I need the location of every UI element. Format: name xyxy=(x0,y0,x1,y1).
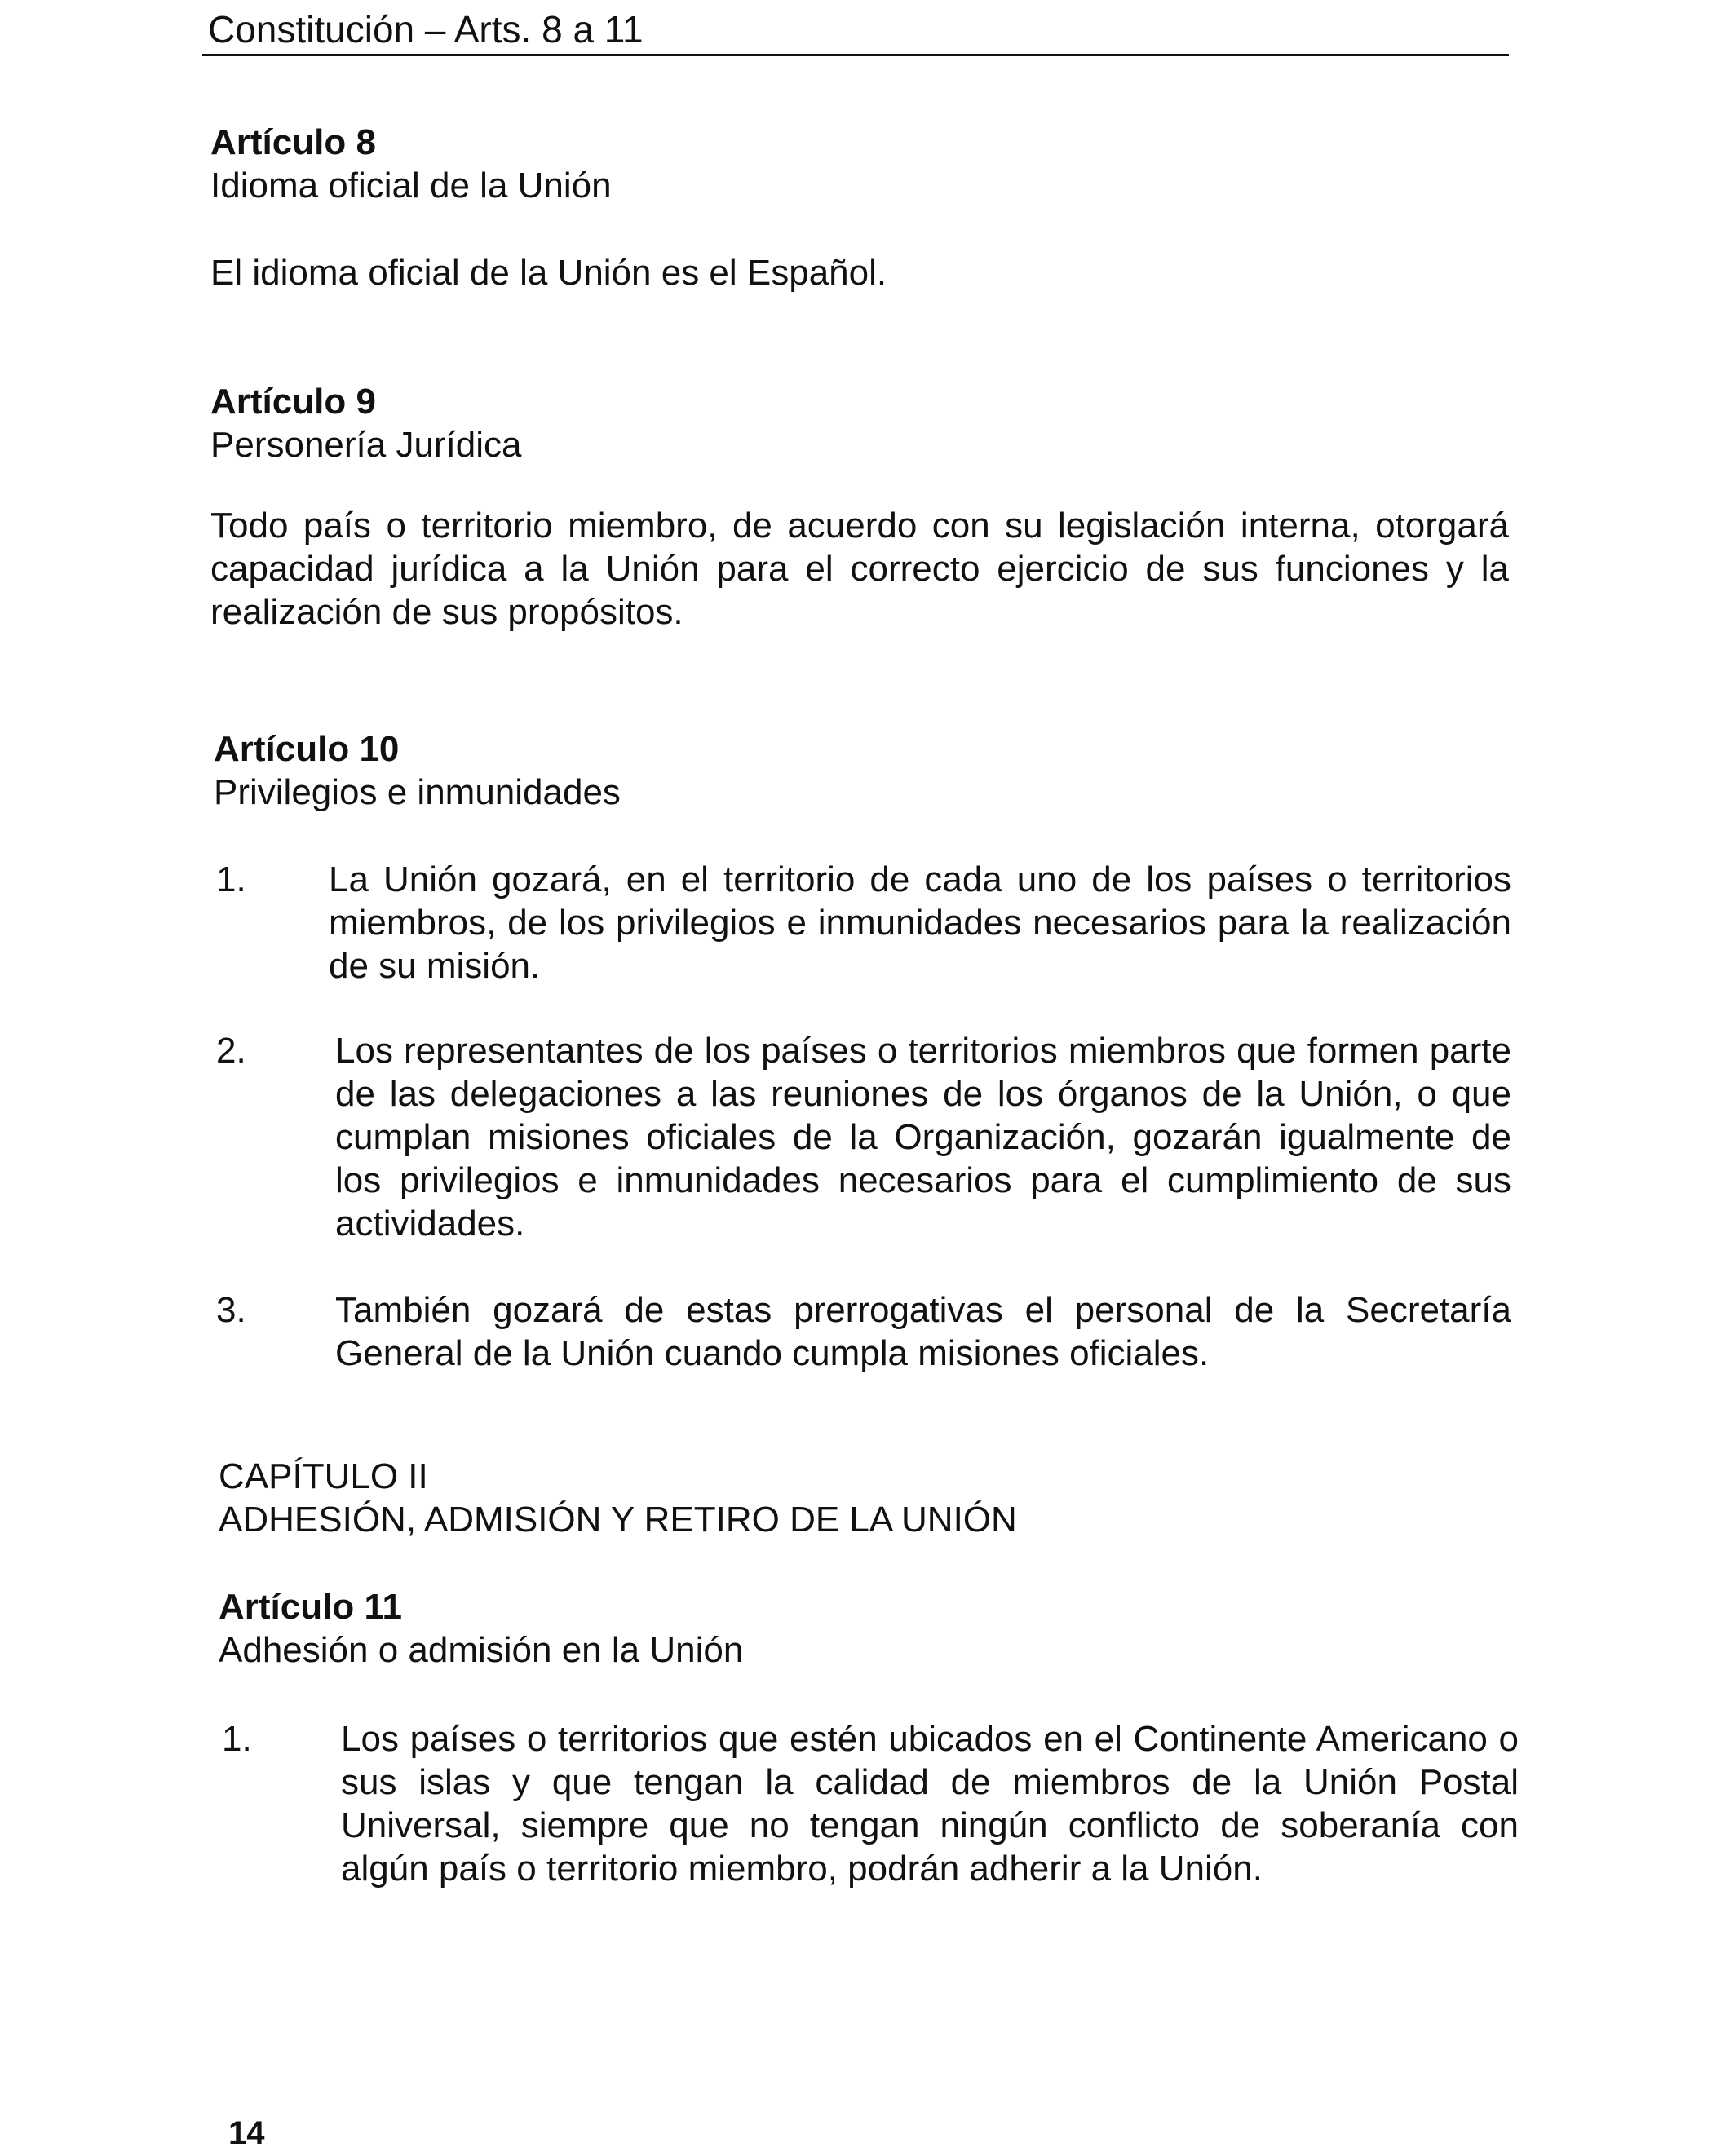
chapter-label: CAPÍTULO II xyxy=(219,1456,428,1496)
article-10-item-3 xyxy=(216,1288,1513,1378)
list-item-text: También gozará de estas prerrogativas el personal de la Secretaría General de la Unión cuando cumpla misiones oficiales. xyxy=(335,1290,1511,1373)
article-11-heading xyxy=(219,1585,743,1672)
article-11-item-1 xyxy=(222,1717,1520,1946)
list-item-number: 2. xyxy=(216,1031,246,1071)
article-8-text: El idioma oficial de la Unión es el Español. xyxy=(210,253,887,293)
article-10-title: Artículo 10 xyxy=(214,729,400,769)
article-10-subtitle: Privilegios e inmunidades xyxy=(214,772,621,812)
article-10-item-1 xyxy=(216,858,1513,996)
list-item-text: Los países o territorios que estén ubicados en el Continente Americano o sus islas y que tengan la calidad de miembros de la Unión Postal Universal, siempre que no tengan ningún conflicto de soberanía con algún país o territorio miembro, podrán adherir a la Unión. xyxy=(341,1719,1519,1889)
list-item-number: 1. xyxy=(222,1719,252,1759)
chapter-heading xyxy=(219,1455,1017,1541)
article-9-text: Todo país o territorio miembro, de acuerdo con su legislación interna, otorgará capacidad jurídica a la Unión para el correcto ejercicio de sus funciones y la realización de sus propósitos. xyxy=(210,506,1509,632)
article-11-subtitle: Adhesión o admisión en la Unión xyxy=(219,1630,744,1670)
list-item-number: 3. xyxy=(216,1290,246,1330)
article-9-title: Artículo 9 xyxy=(210,382,376,422)
running-header: Constitución – Arts. 8 a 11 xyxy=(208,8,644,51)
list-item-text: Los representantes de los países o territorios miembros que formen parte de las delegaciones a las reuniones de los órganos de la Unión, o que cumplan misiones oficiales de la Organización, gozarán igualmente de los privilegios e inmunidades necesarios para el cumplimiento de sus actividades. xyxy=(335,1031,1511,1244)
article-8-title: Artículo 8 xyxy=(210,122,376,162)
page-number: 14 xyxy=(228,2115,265,2151)
article-9-heading xyxy=(210,380,522,466)
chapter-title: ADHESIÓN, ADMISIÓN Y RETIRO DE LA UNIÓN xyxy=(219,1500,1017,1540)
article-9-subtitle: Personería Jurídica xyxy=(210,425,522,465)
article-10-heading xyxy=(214,727,621,814)
article-8-subtitle: Idioma oficial de la Unión xyxy=(210,166,612,205)
list-item-text: La Unión gozará, en el territorio de cada uno de los países o territorios miembros, de los privilegios e inmunidades necesarios para la realización de su misión. xyxy=(329,859,1511,986)
list-item-number: 1. xyxy=(216,859,246,899)
article-8-heading xyxy=(210,121,612,207)
article-11-title: Artículo 11 xyxy=(219,1587,402,1627)
article-10-item-2 xyxy=(216,1029,1513,1249)
header-rule xyxy=(202,54,1509,56)
